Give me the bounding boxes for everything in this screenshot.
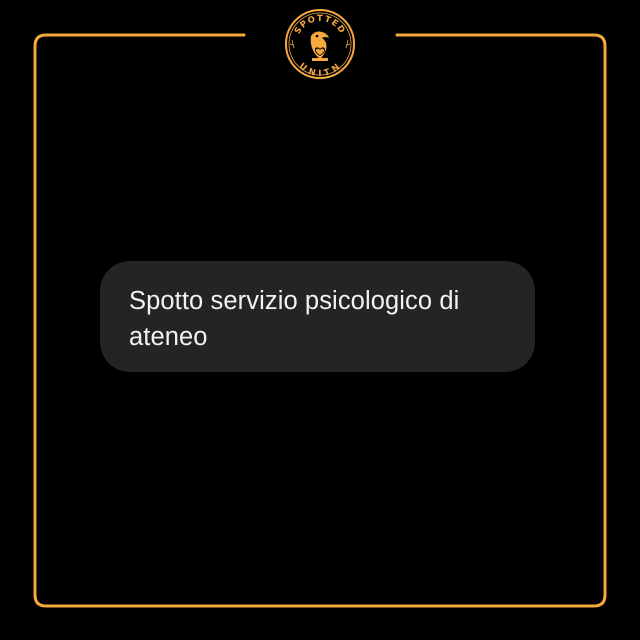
logo-top-text: SPOTTED (292, 13, 348, 37)
spotted-unitn-logo (284, 8, 356, 80)
message-bubble (100, 261, 535, 372)
logo-bottom-text: UNITN (296, 61, 344, 80)
message-text: Spotto servizio psicologico di ateneo (129, 287, 460, 351)
